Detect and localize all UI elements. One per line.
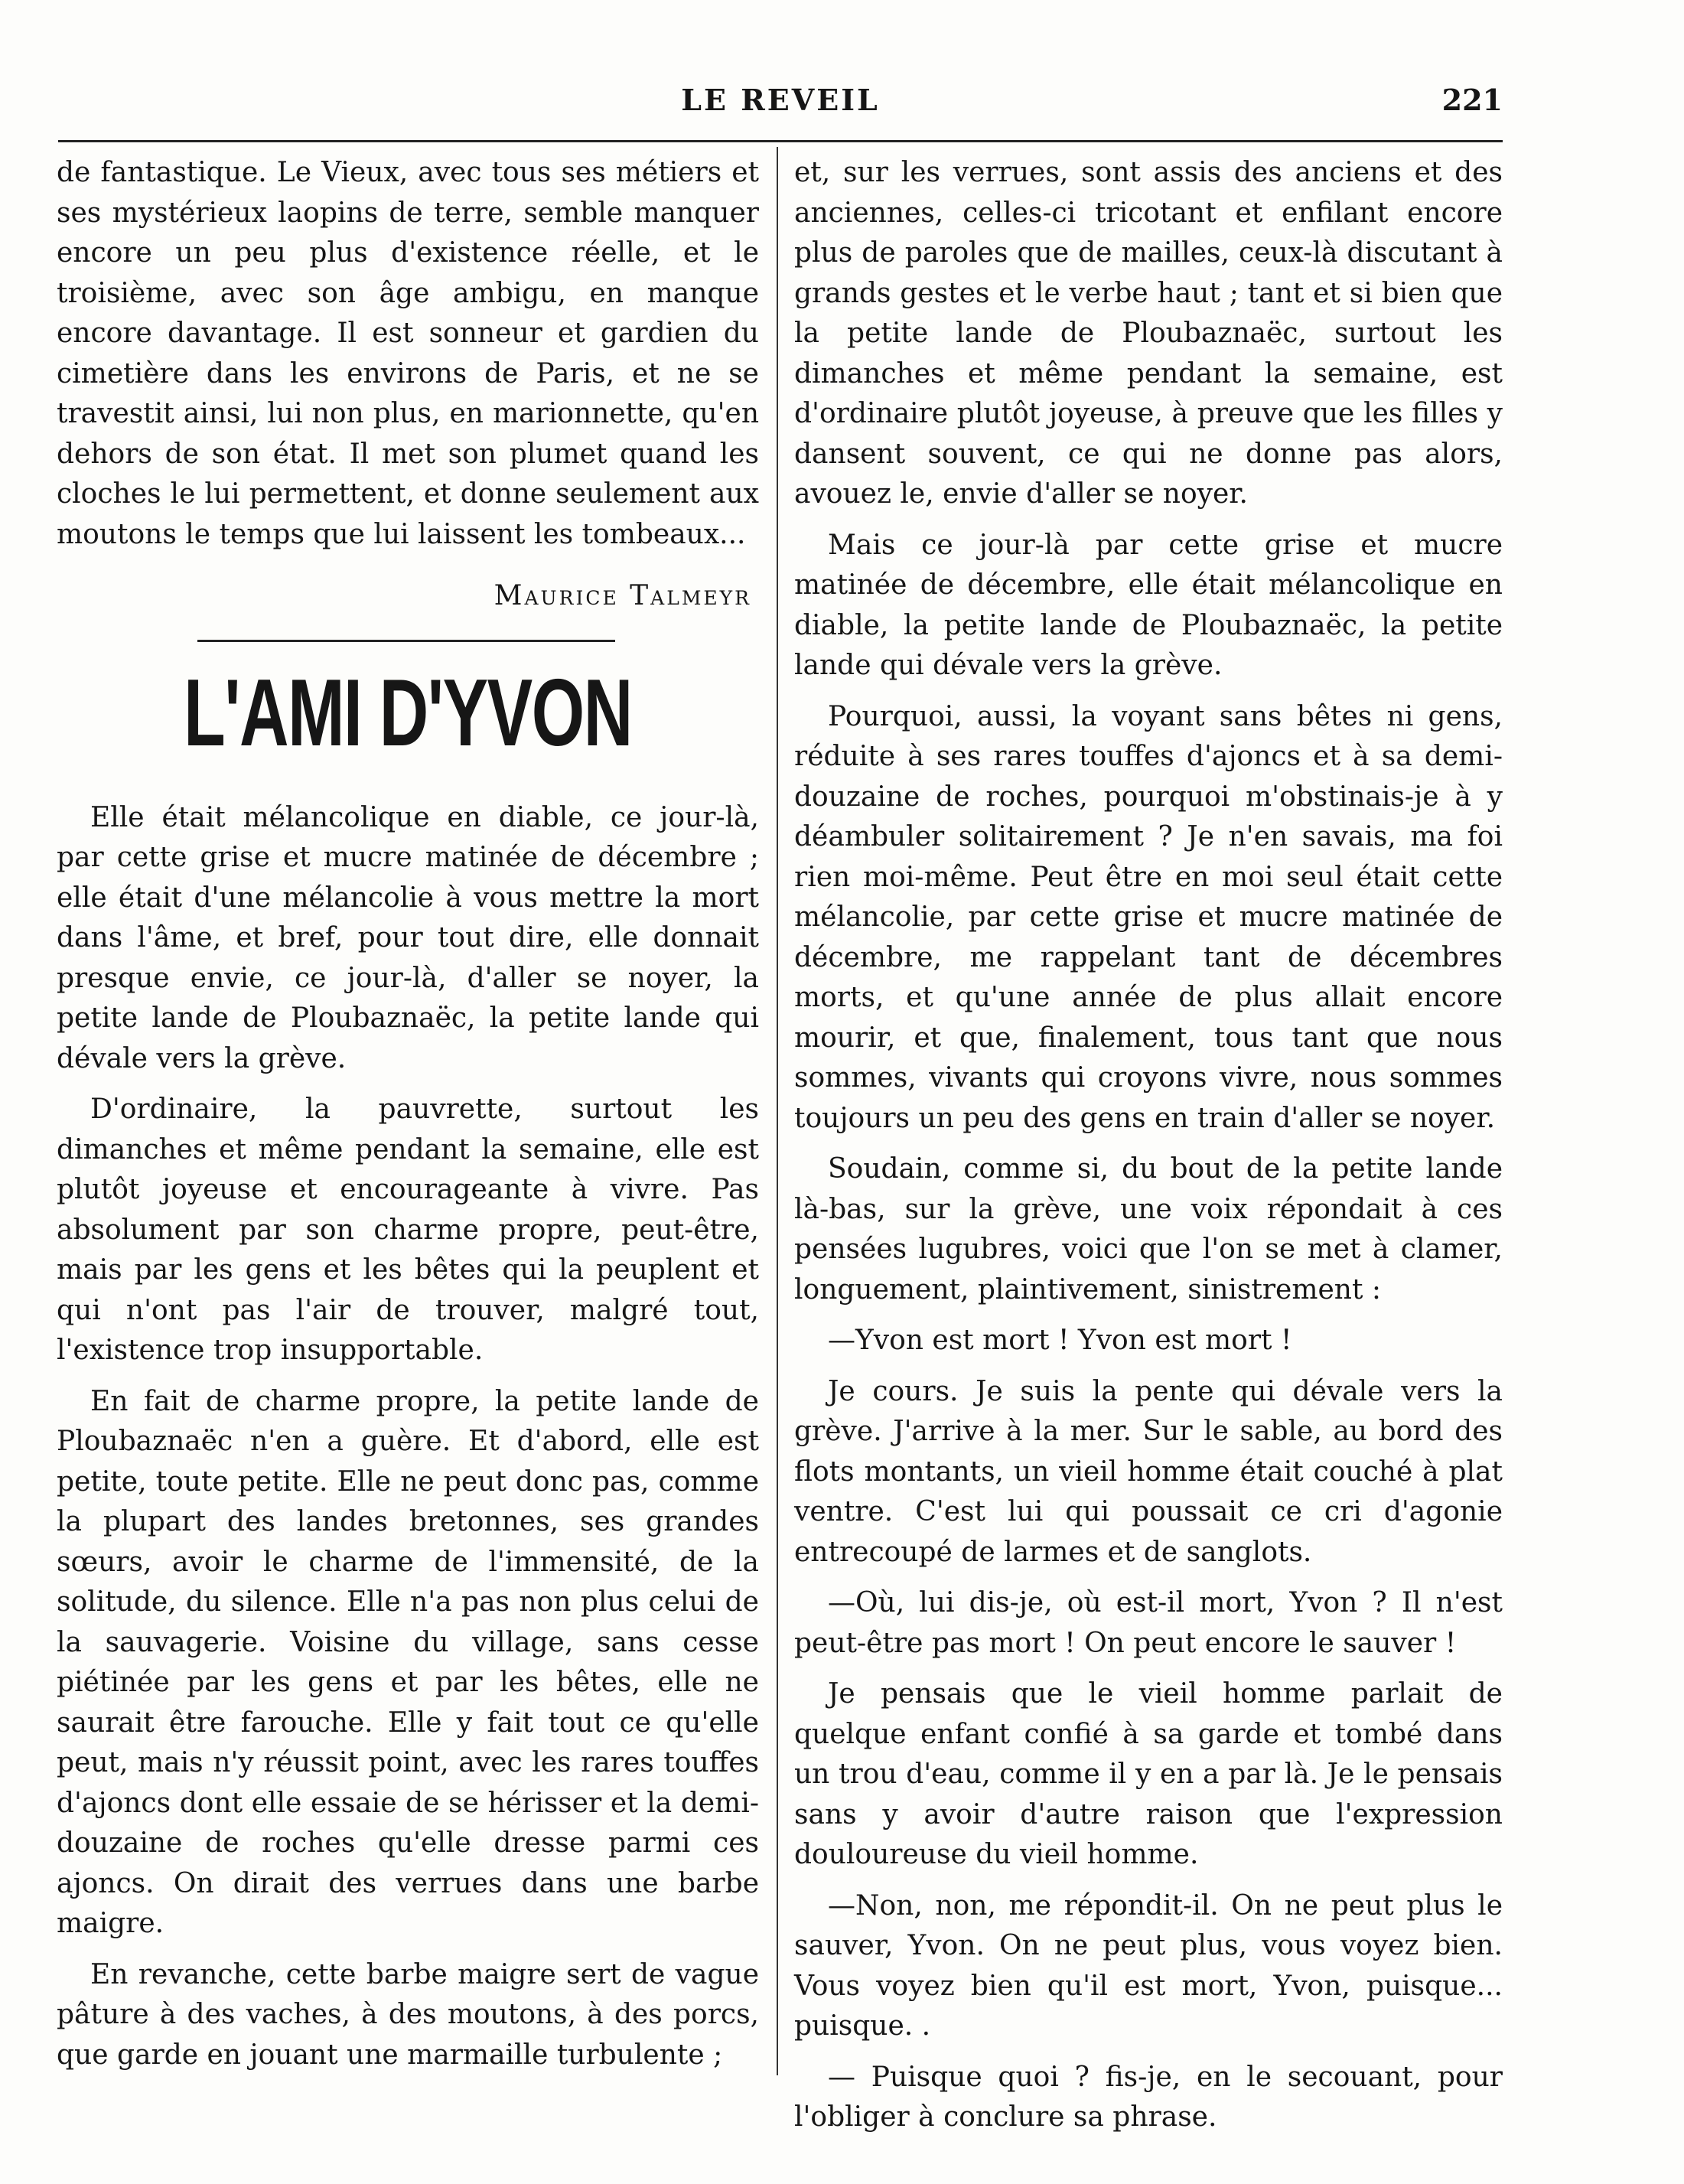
dialogue-line: —Yvon est mort ! Yvon est mort ! (828, 1325, 1292, 1356)
column-divider (777, 147, 778, 2075)
article-separator-rule (197, 640, 615, 642)
continuation-paragraph: et, sur les verrues, sont assis des anciens et des anciennes, celles-ci tricotant et enfilant encore plus de paroles que de mailles, ceux-là discutant à grands gestes et le verbe haut ; tant et si bien que la petite lande de Ploubaznaëc, surtout les dimanches et même pendant la semaine, est d'ordinaire plutôt joyeuse, à preuve que les filles y dansent souvent, ce qui ne donne pas alors, avouez le, envie d'aller se noyer. (794, 157, 1503, 510)
dialogue-line: —Non, non, me répondit-il. On ne peut plus le sauver, Yvon. On ne peut plus, vous voyez bien. Vous voyez bien qu'il est mort, Yvon, puisque... puisque. . (794, 1889, 1503, 2042)
paragraph: En fait de charme propre, la petite lande de Ploubaznaëc n'en a guère. Et d'abord, elle est petite, toute petite. Elle ne peut donc pas, comme la plupart des landes bretonnes, ses grandes sœurs, avoir le charme de l'immensité, de la solitude, du silence. Elle n'a pas non plus celui de la sauvagerie. Voisine du village, sans cesse piétinée par les gens et par les bêtes, elle ne saurait être farouche. Elle y fait tout ce qu'elle peut, mais n'y réussit point, avec les rares touffes d'ajoncs dont elle essaie de se hérisser et la demi-douzaine de roches qu'elle dresse parmi ces ajoncs. On dirait des verrues dans une barbe maigre. (57, 1385, 759, 1939)
paragraph: Elle était mélancolique en diable, ce jour-là, par cette grise et mucre matinée de décembre ; elle était d'une mélancolie à vous mettre la mort dans l'âme, et bref, pour tout dire, elle donnait presque envie, ce jour-là, d'aller se noyer, la petite lande de Ploubaznaëc, la petite lande qui dévale vers la grève. (57, 801, 759, 1074)
paragraph: Je cours. Je suis la pente qui dévale vers la grève. J'arrive à la mer. Sur le sable, au bord des flots montants, un vieil homme était couché à plat ventre. C'est lui qui poussait ce cri d'agonie entrecoupé de larmes et de sanglots. (794, 1375, 1503, 1568)
paragraph: Pourquoi, aussi, la voyant sans bêtes ni gens, réduite à ses rares touffes d'ajoncs et à sa demi-douzaine de roches, pourquoi m'obstinais-je à y déambuler solitairement ? Je n'en savais, ma foi rien moi-même. Peut être en moi seul était cette mélancolie, par cette grise et mucre matinée de décembre, me rappelant tant de décembres morts, et qu'une année de plus allait encore mourir, et que, finalement, tous tant que nous sommes, vivants qui croyons vivre, nous sommes toujours un peu des gens en train d'aller se noyer. (794, 700, 1503, 1134)
article-title: L'AMI D'YVON (184, 660, 632, 766)
dialogue-line: —Où, lui dis-je, où est-il mort, Yvon ? Il n'est peut-être pas mort ! On peut encore le sauver ! (794, 1587, 1503, 1659)
journal-title: LE REVEIL (681, 83, 880, 117)
paragraph: Mais ce jour-là par cette grise et mucre matinée de décembre, elle était mélancolique en diable, la petite lande de Ploubaznaëc, la petite lande qui dévale vers la grève. (794, 529, 1503, 681)
paragraph: Soudain, comme si, du bout de la petite lande là-bas, sur la grève, une voix répondait à ces pensées lugubres, voici que l'on se met à clamer, longuement, plaintivement, sinistrement : (794, 1153, 1503, 1306)
continuation-paragraph: de fantastique. Le Vieux, avec tous ses métiers et ses mystérieux laopins de terre, semble manquer encore un peu plus d'existence réelle, et le troisième, avec son âge ambigu, en manque encore davantage. Il est sonneur et gardien du cimetière dans les environs de Paris, et ne se travestit ainsi, lui non plus, en marionnette, qu'en dehors de son état. Il met son plumet quand les cloches le lui permettent, et donne seulement aux moutons le temps que lui laissent les tombeaux... (57, 157, 759, 550)
running-header (58, 83, 1503, 129)
paragraph: D'ordinaire, la pauvrette, surtout les dimanches et même pendant la semaine, elle est plutôt joyeuse et encourageante à vivre. Pas absolument par son charme propre, peut-être, mais par les gens et les bêtes qui la peuplent et qui n'ont pas l'air de trouver, malgré tout, l'existence trop insupportable. (57, 1094, 759, 1366)
right-column (794, 153, 1503, 2149)
page-number: 221 (1441, 83, 1503, 117)
left-column (57, 153, 759, 2086)
paragraph: En revanche, cette barbe maigre sert de vague pâture à des vaches, à des moutons, à des porcs, que garde en jouant une marmaille turbulente ; (57, 1958, 759, 2071)
author-signature: Maurice Talmeyr (493, 580, 751, 611)
paragraph: Je pensais que le vieil homme parlait de quelque enfant confié à sa garde et tombé dans un trou d'eau, comme il y en a par là. Je le pensais sans y avoir d'autre raison que l'expression douloureuse du vieil homme. (794, 1678, 1503, 1870)
dialogue-line: — Puisque quoi ? fis-je, en le secouant, pour l'obliger à conclure sa phrase. (794, 2061, 1503, 2133)
header-rule (58, 140, 1503, 142)
